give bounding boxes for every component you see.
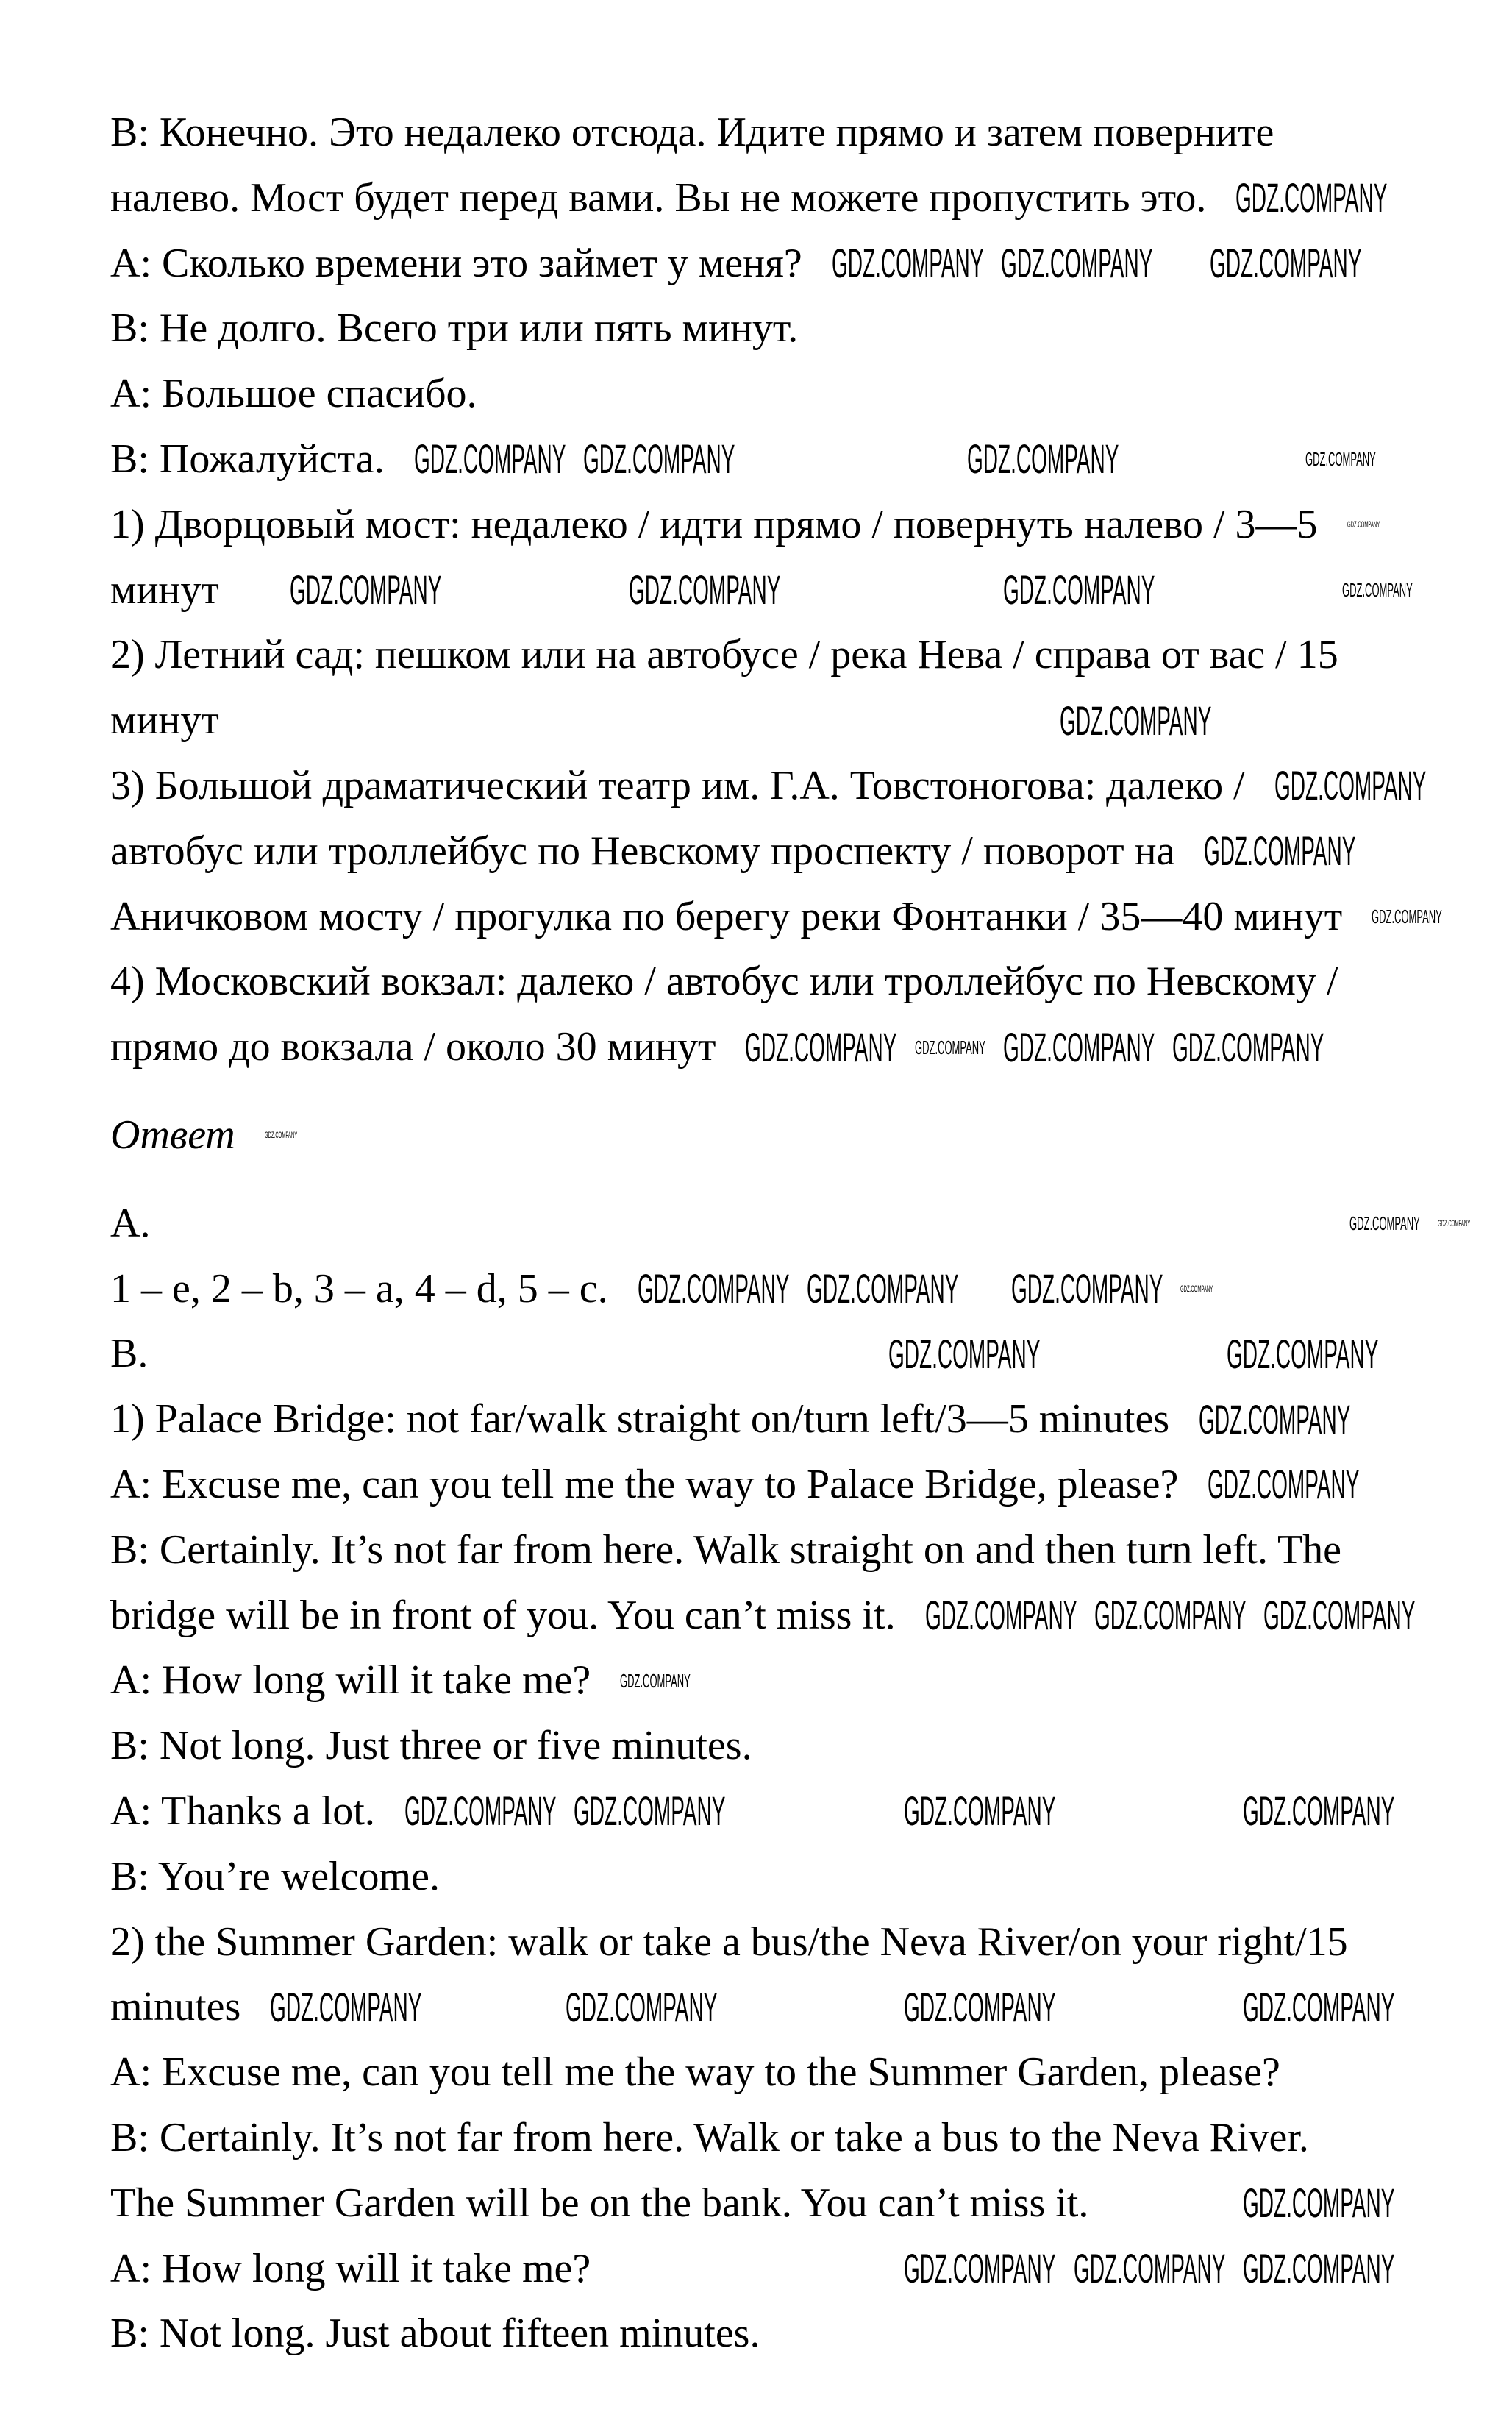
text-line: B: You’re welcome.: [110, 1853, 440, 1899]
watermark: GDZ.COMPANY: [1242, 1788, 1395, 1835]
watermark: GDZ.COMPANY: [914, 1036, 985, 1059]
watermark: GDZ.COMPANY: [806, 1264, 959, 1312]
watermark: GDZ.COMPANY: [404, 1788, 557, 1835]
watermark: GDZ.COMPANY: [583, 435, 735, 483]
watermark: GDZ.COMPANY: [637, 1264, 789, 1312]
watermark: GDZ.COMPANY: [1003, 566, 1155, 613]
watermark: GDZ.COMPANY: [290, 566, 442, 613]
watermark: GDZ.COMPANY: [1438, 1218, 1471, 1229]
watermark: GDZ.COMPANY: [1199, 1395, 1351, 1443]
text-line: автобус или троллейбус по Невскому проспекту / поворот на: [110, 828, 1175, 874]
text-line: A.: [110, 1200, 151, 1246]
watermark: GDZ.COMPANY: [1208, 1461, 1360, 1508]
watermark: GDZ.COMPANY: [1235, 174, 1388, 221]
watermark: GDZ.COMPANY: [1341, 578, 1413, 601]
text-line: 3) Большой драматический театр им. Г.А. Товстоногова: далеко /: [110, 762, 1245, 808]
watermark: GDZ.COMPANY: [628, 566, 780, 613]
text-line: 1) Дворцовый мост: недалеко / идти прямо / повернуть налево / 3—5: [110, 501, 1318, 547]
watermark: GDZ.COMPANY: [270, 1983, 422, 2030]
text-line: B: Certainly. It’s not far from here. Walk straight on and then turn left. The: [110, 1526, 1342, 1573]
watermark: GDZ.COMPANY: [1094, 1591, 1247, 1638]
text-line: минут: [110, 566, 219, 613]
watermark: GDZ.COMPANY: [1347, 519, 1380, 530]
text-line: Аничковом мосту / прогулка по берегу реки Фонтанки / 35—40 минут: [110, 893, 1343, 939]
watermark: GDZ.COMPANY: [1242, 1983, 1395, 2030]
watermark: GDZ.COMPANY: [1010, 1264, 1163, 1312]
watermark: GDZ.COMPANY: [1263, 1591, 1416, 1638]
watermark: GDZ.COMPANY: [1243, 2244, 1395, 2291]
watermark: GDZ.COMPANY: [1204, 828, 1356, 875]
text-line: B: Конечно. Это недалеко отсюда. Идите прямо и затем поверните: [110, 110, 1274, 155]
watermark: GDZ.COMPANY: [745, 1023, 897, 1070]
text-line: A: How long will it take me?: [110, 1657, 591, 1704]
watermark: GDZ.COMPANY: [1001, 239, 1153, 286]
text-line: B.: [110, 1331, 149, 1377]
text-line: B: Certainly. It’s not far from here. Walk or take a bus to the Neva River.: [110, 2114, 1309, 2160]
watermark: GDZ.COMPANY: [413, 435, 566, 483]
text-line: 2) the Summer Garden: walk or take a bus/the Neva River/on your right/15: [110, 1918, 1348, 1965]
watermark: GDZ.COMPANY: [904, 1983, 1056, 2030]
watermark: GDZ.COMPANY: [1172, 1023, 1324, 1070]
text-line: минут: [110, 697, 219, 744]
watermark: GDZ.COMPANY: [1372, 905, 1442, 928]
watermark: GDZ.COMPANY: [1002, 1023, 1155, 1070]
text-line: B: Not long. Just about fifteen minutes.: [110, 2311, 760, 2357]
text-line: A: Thanks a lot.: [110, 1788, 375, 1834]
watermark: GDZ.COMPANY: [1274, 762, 1427, 809]
text-line: B: Not long. Just three or five minutes.: [110, 1723, 752, 1769]
text-line: B: Не долго. Всего три или пять минут.: [110, 305, 799, 352]
watermark: GDZ.COMPANY: [574, 1788, 726, 1835]
text-line: A: Excuse me, can you tell me the way to Palace Bridge, please?: [110, 1461, 1179, 1507]
text-line: 1 – e, 2 – b, 3 – a, 4 – d, 5 – c.: [110, 1265, 608, 1312]
watermark: GDZ.COMPANY: [565, 1983, 718, 2030]
text-line: A: How long will it take me?: [110, 2245, 591, 2291]
watermark: GDZ.COMPANY: [1349, 1212, 1421, 1235]
text-line: 1) Palace Bridge: not far/walk straight on/turn left/3—5 minutes: [110, 1396, 1170, 1443]
text-line: bridge will be in front of you. You can’t miss it.: [110, 1592, 896, 1638]
text-line: A: Excuse me, can you tell me the way to the Summer Garden, please?: [110, 2049, 1280, 2096]
text-line: B: Пожалуйста.: [110, 435, 385, 482]
watermark: GDZ.COMPANY: [1209, 239, 1362, 286]
text-line: налево. Мост будет перед вами. Вы не можете пропустить это.: [110, 174, 1207, 221]
watermark: GDZ.COMPANY: [967, 435, 1119, 483]
watermark: GDZ.COMPANY: [1227, 1330, 1379, 1377]
watermark: GDZ.COMPANY: [924, 1591, 1077, 1638]
text-line: A: Сколько времени это займет у меня?: [110, 240, 802, 286]
watermark: GDZ.COMPANY: [831, 239, 984, 286]
text-line: прямо до вокзала / около 30 минут: [110, 1024, 716, 1070]
text-line: 4) Московский вокзал: далеко / автобус или троллейбус по Невскому /: [110, 958, 1338, 1005]
watermark: GDZ.COMPANY: [1180, 1283, 1213, 1294]
watermark: GDZ.COMPANY: [904, 2244, 1056, 2291]
text-line: A: Большое спасибо.: [110, 371, 477, 417]
text-line: The Summer Garden will be on the bank. You can’t miss it.: [110, 2180, 1089, 2226]
watermark: GDZ.COMPANY: [1060, 697, 1212, 744]
watermark: GDZ.COMPANY: [1305, 448, 1377, 471]
watermark: GDZ.COMPANY: [888, 1330, 1041, 1377]
watermark: GDZ.COMPANY: [904, 1788, 1056, 1835]
text-line: minutes: [110, 1984, 241, 2030]
watermark: GDZ.COMPANY: [1242, 2180, 1395, 2227]
text-line: 2) Летний сад: пешком или на автобусе / река Нева / справа от вас / 15: [110, 632, 1338, 678]
watermark: GDZ.COMPANY: [620, 1669, 691, 1692]
watermark: GDZ.COMPANY: [264, 1130, 297, 1141]
answer-heading: Ответ: [110, 1111, 235, 1158]
watermark: GDZ.COMPANY: [1073, 2244, 1226, 2291]
